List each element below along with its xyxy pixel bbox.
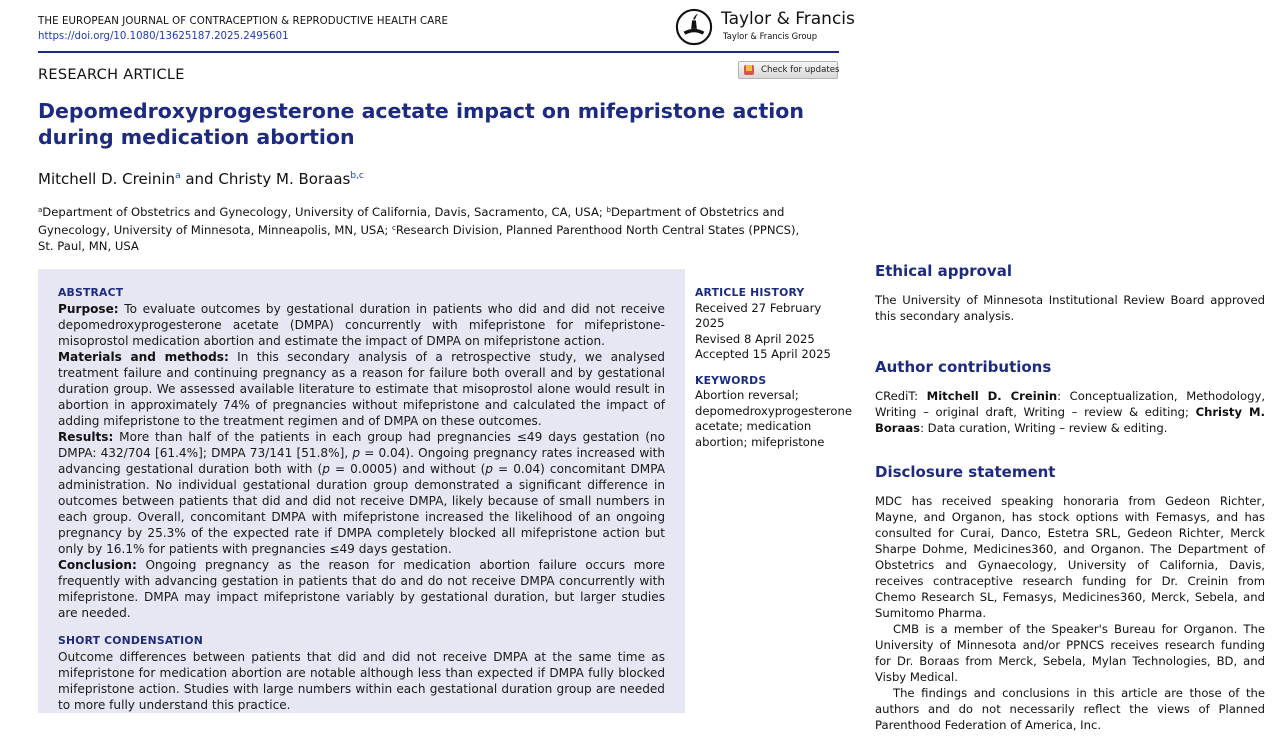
doi-link[interactable]: https://doi.org/10.1080/13625187.2025.2495601 bbox=[38, 31, 289, 42]
disclosure-statement bbox=[875, 493, 1265, 733]
methods-label: Materials and methods: bbox=[58, 350, 229, 364]
article-title: Depomedroxyprogesterone acetate impact on mifepristone action during medication abortion bbox=[38, 99, 804, 149]
purpose-text: To evaluate outcomes by gestational duration in patients who did and did not receive depomedroxyprogesterone acetate (DMPA) concurrently with mifepristone for mifepristone-misoprostol medication abortion and estimate the impact of DMPA on mifepristone action. bbox=[58, 302, 665, 348]
p-value-symbol: p bbox=[485, 462, 493, 476]
abstract-methods bbox=[58, 349, 665, 429]
credit-prefix: CRediT: bbox=[875, 389, 927, 403]
conclusion-text: Ongoing pregnancy as the reason for medication abortion failure occurs more frequently with advancing gestation in patients that do and do not receive DMPA concurrently with mifepristone. DMPA may impact mifepristone variably by gestational duration, but larger studies are needed. bbox=[58, 558, 665, 620]
revised-date: Revised 8 April 2025 bbox=[695, 331, 815, 346]
short-condensation-text: Outcome differences between patients that did and did not receive DMPA at the same time as mifepristone for medication abortion are notable although less than expected if DMPA fully blocked mifepristone action. Studies with large numbers within each gestational duration group are needed to more fully understand this practice. bbox=[58, 650, 665, 712]
abstract-conclusion bbox=[58, 557, 665, 621]
contribution-roles: : Conceptualization, Methodology, Writing – original draft, Writing – review & editing; bbox=[875, 389, 1265, 419]
abstract-results bbox=[58, 429, 665, 557]
results-text: = 0.04) concomitant DMPA administration. No individual gestational duration group demonstrated a significant difference in outcomes between patients that did and did not receive DMPA, likely because of small numbers in each group. Overall, concomitant DMPA with mifepristone increased the likelihood of an ongoing pregnancy by 25.3% of the expected rate if DMPA completely blocked all mifepristone action but only by 16.1% for patients with pregnancies ≤49 days gestation. bbox=[58, 462, 665, 556]
check-for-updates-button[interactable] bbox=[738, 61, 838, 79]
contributor-name: Mitchell D. Creinin bbox=[926, 389, 1058, 403]
disclosure-paragraph: The findings and conclusions in this article are those of the authors and do not necessarily reflect the views of Planned Parenthood Federation of America, Inc. bbox=[875, 686, 1265, 732]
ethical-approval-heading: Ethical approval bbox=[875, 262, 1012, 280]
publisher-emblem-icon bbox=[675, 8, 713, 46]
ethical-approval-text: The University of Minnesota Institutional Review Board approved this secondary analysis. bbox=[875, 293, 1265, 323]
publisher-logo[interactable] bbox=[675, 7, 855, 49]
keywords-heading: KEYWORDS bbox=[695, 373, 767, 387]
affiliation-marker: a bbox=[38, 206, 43, 214]
purpose-label: Purpose: bbox=[58, 302, 119, 316]
methods-text: In this secondary analysis of a retrospective study, we analysed treatment failure and continuing pregnancy as a reason for failure both overall and by gestational duration group. We assessed available literature to estimate that misoprostol alone would result in abortion in approximately 74% of pregnancies without mifepristone and calculated the impact of adding mifepristone to the treatment regimen and of DMPA on these outcomes. bbox=[58, 350, 665, 428]
received-date: Received 27 February 2025 bbox=[695, 300, 822, 330]
article-history-heading: ARTICLE HISTORY bbox=[695, 286, 805, 299]
abstract-heading: ABSTRACT bbox=[58, 286, 124, 299]
p-value-symbol: p bbox=[352, 446, 361, 460]
abstract-purpose bbox=[58, 301, 665, 349]
crossmark-icon bbox=[743, 64, 755, 76]
header-divider bbox=[38, 51, 839, 53]
article-type: RESEARCH ARTICLE bbox=[38, 67, 185, 83]
affiliations bbox=[38, 202, 818, 254]
disclosure-paragraph: CMB is a member of the Speaker's Bureau for Organon. The University of Minnesota and/or PPNCS receives research funding for Dr. Boraas from Merck, Sebela, Mylan Technologies, BD, and Visby Medical. bbox=[875, 622, 1265, 684]
author-affiliation-marker[interactable]: a bbox=[175, 171, 181, 181]
author-contributions-heading: Author contributions bbox=[875, 358, 1052, 376]
abstract-content bbox=[58, 285, 665, 713]
contributor-name: Christy M. Boraas bbox=[875, 405, 1265, 435]
abstract-box bbox=[38, 269, 685, 713]
conclusion-label: Conclusion: bbox=[58, 558, 137, 572]
affiliation-c: Research Division, Planned Parenthood North Central States (PPNCS), St. Paul, MN, USA bbox=[38, 223, 800, 253]
contribution-roles: : Data curation, Writing – review & editing. bbox=[920, 421, 1168, 435]
check-for-updates-label: Check for updates bbox=[761, 65, 840, 75]
affiliation-marker: c bbox=[392, 224, 396, 232]
p-value-symbol: p bbox=[322, 462, 330, 476]
affiliation-a: Department of Obstetrics and Gynecology, University of California, Davis, Sacramento, CA, USA; bbox=[42, 205, 607, 219]
disclosure-heading: Disclosure statement bbox=[875, 463, 1056, 481]
author-conjunction: and bbox=[185, 170, 214, 188]
affiliation-marker: b bbox=[606, 206, 611, 214]
author-name[interactable]: Christy M. Boraas bbox=[218, 170, 351, 188]
journal-name: THE EUROPEAN JOURNAL OF CONTRACEPTION & REPRODUCTIVE HEALTH CARE bbox=[38, 16, 449, 27]
author-list bbox=[38, 170, 364, 188]
article-history bbox=[695, 285, 852, 450]
results-text: = 0.0005) and without ( bbox=[329, 462, 486, 476]
publisher-name: Taylor & Francis bbox=[721, 9, 855, 29]
author-name[interactable]: Mitchell D. Creinin bbox=[38, 170, 176, 188]
results-text: More than half of the patients in each group had pregnancies ≤49 days gestation (no DMPA: 432/704 [61.4%]; DMPA 73/141 [51.8%], bbox=[58, 430, 665, 460]
affiliation-b: Department of Obstetrics and Gynecology, University of Minnesota, Minneapolis, MN, USA; bbox=[38, 205, 785, 237]
author-affiliation-marker[interactable]: b,c bbox=[350, 171, 364, 181]
author-contributions-text bbox=[875, 388, 1265, 436]
accepted-date: Accepted 15 April 2025 bbox=[695, 347, 831, 361]
results-label: Results: bbox=[58, 430, 114, 444]
keywords-list: Abortion reversal; depomedroxyprogesterone acetate; medication abortion; mifepristone bbox=[695, 388, 852, 449]
short-condensation-heading: SHORT CONDENSATION bbox=[58, 634, 203, 647]
publisher-group: Taylor & Francis Group bbox=[723, 31, 818, 41]
disclosure-paragraph: MDC has received speaking honoraria from Gedeon Richter, Mayne, and Organon, has stock options with Femasys, and has consulted for Curai, Danco, Estetra SRL, Gedeon Richter, Merck Sharpe Dohme, Medicines360, and Organon. The Department of Obstetrics and Gynaecology, University of California, Davis, receives contraceptive research funding for Dr. Creinin from Chemo Research SL, Femasys, Medicines360, Merck, Sebela, and Sumitomo Pharma. bbox=[875, 494, 1265, 620]
results-text: = 0.04). Ongoing pregnancy rates increased with advancing gestational duration both with ( bbox=[58, 446, 665, 476]
